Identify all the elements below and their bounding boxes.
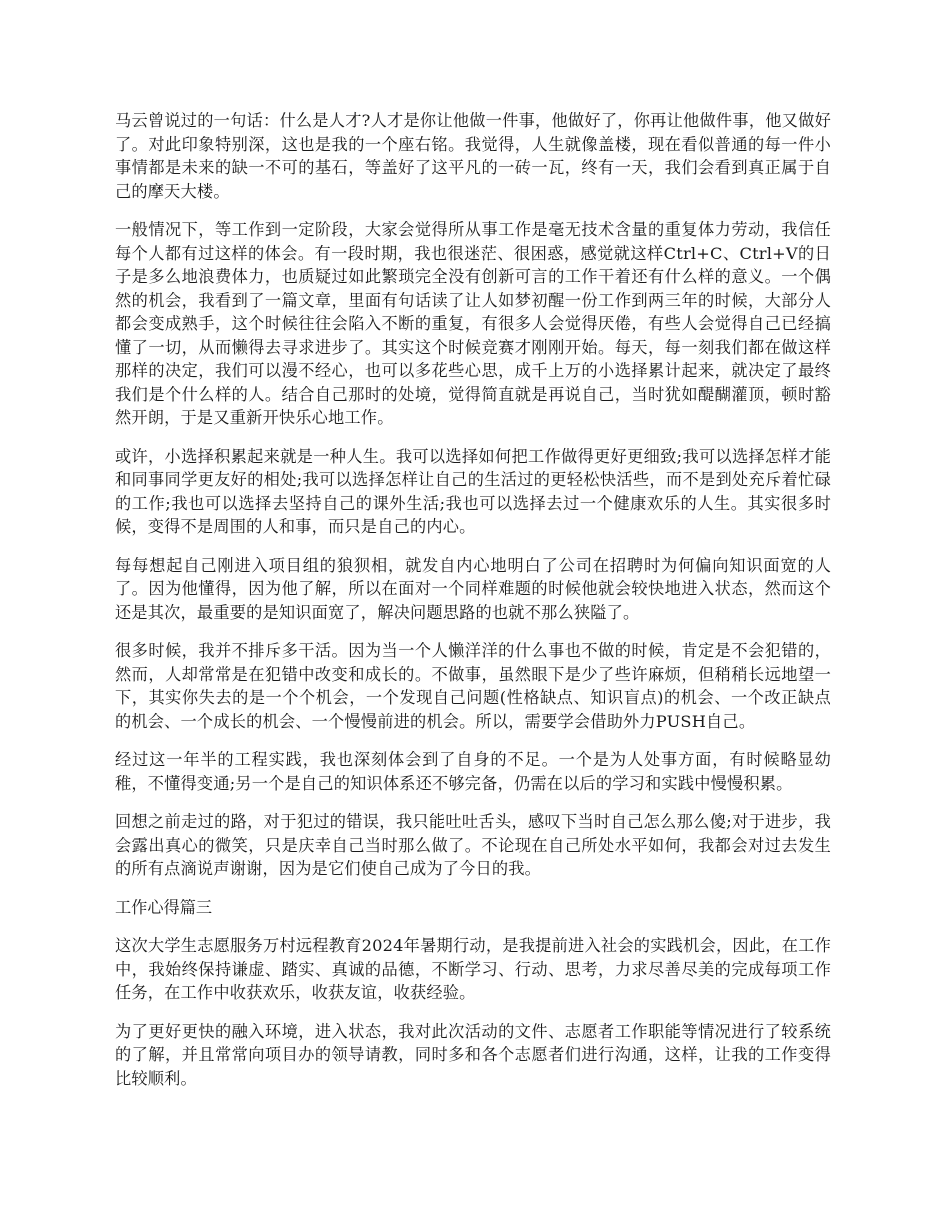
- section-paragraph-2: 为了更好更快的融入环境，进入状态，我对此次活动的文件、志愿者工作职能等情况进行了较系统的了解，并且常常向项目办的领导请教，同时多和各个志愿者们进行沟通，这样，让我的工作变得比较顺利。: [115, 1021, 831, 1088]
- paragraph-2: 一般情况下，等工作到一定阶段，大家会觉得所从事工作是毫无技术含量的重复体力劳动，我信任每个人都有过这样的体会。有一段时期，我也很迷茫、很困惑，感觉就这样Ctrl+C、Ctrl+V的日子是多么地浪费体力，也质疑过如此繁琐完全没有创新可言的工作干着还有什么样的意义。一个偶然的机会，我看到了一篇文章，里面有句话读了让人如梦初醒一份工作到两三年的时候，大部分人都会变成熟手，这个时候往往会陷入不断的重复，有很多人会觉得厌倦，有些人会觉得自己已经搞懂了一切，从而懒得去寻求进步了。其实这个时候竞赛才刚刚开始。每天，每一刻我们都在做这样那样的决定，我们可以漫不经心，也可以多花些心思，成千上万的小选择累计起来，就决定了最终我们是个什么样的人。结合自己那时的处境，觉得简直就是再说自己，当时犹如醍醐灌顶，顿时豁然开朗，于是又重新开快乐心地工作。: [115, 220, 831, 427]
- paragraph-4: 每每想起自己刚进入项目组的狼狈相，就发自内心地明白了公司在招聘时为何偏向知识面宽的人了。因为他懂得，因为他了解，所以在面对一个同样难题的时候他就会较快地进入状态，然而这个还是其次，最重要的是知识面宽了，解决问题思路的也就不那么狭隘了。: [115, 555, 831, 622]
- section-heading: 工作心得篇三: [115, 897, 213, 917]
- paragraph-7: 回想之前走过的路，对于犯过的错误，我只能吐吐舌头，感叹下当时自己怎么那么傻;对于进步，我会露出真心的微笑，只是庆幸自己当时那么做了。不论现在自己所处水平如何，我都会对过去发生的所有点滴说声谢谢，因为是它们使自己成为了今日的我。: [115, 812, 831, 878]
- section-paragraph-1: 这次大学生志愿服务万村远程教育2024年暑期行动，是我提前进入社会的实践机会，因此，在工作中，我始终保持谦虚、踏实、真诚的品德，不断学习、行动、思考，力求尽善尽美的完成每项工作任务，在工作中收获欢乐，收获友谊，收获经验。: [115, 936, 831, 1002]
- paragraph-5: 很多时候，我并不排斥多干活。因为当一个人懒洋洋的什么事也不做的时候，肯定是不会犯错的，然而，人却常常是在犯错中改变和成长的。不做事，虽然眼下是少了些许麻烦，但稍稍长远地望一下，其实你失去的是一个个机会，一个发现自己问题(性格缺点、知识盲点)的机会、一个改正缺点的机会、一个成长的机会、一个慢慢前进的机会。所以，需要学会借助外力PUSH自己。: [115, 641, 831, 731]
- paragraph-3: 或许，小选择积累起来就是一种人生。我可以选择如何把工作做得更好更细致;我可以选择怎样才能和同事同学更友好的相处;我可以选择怎样让自己的生活过的更轻松快活些，而不是到处充斥着忙碌的工作;我也可以选择去坚持自己的课外生活;我也可以选择去过一个健康欢乐的人生。其实很多时候，变得不是周围的人和事，而只是自己的内心。: [115, 446, 831, 536]
- paragraph-1: 马云曾说过的一句话：什么是人才?人才是你让他做一件事，他做好了，你再让他做件事，他又做好了。对此印象特别深，这也是我的一个座右铭。我觉得，人生就像盖楼，现在看似普通的每一件小事情都是未来的缺一不可的基石，等盖好了这平凡的一砖一瓦，终有一天，我们会看到真正属于自己的摩天大楼。: [115, 111, 831, 201]
- paragraph-6: 经过这一年半的工程实践，我也深刻体会到了自身的不足。一个是为人处事方面，有时候略显幼稚，不懂得变通;另一个是自己的知识体系还不够完备，仍需在以后的学习和实践中慢慢积累。: [115, 750, 831, 793]
- document-page: [115, 109, 831, 1105]
